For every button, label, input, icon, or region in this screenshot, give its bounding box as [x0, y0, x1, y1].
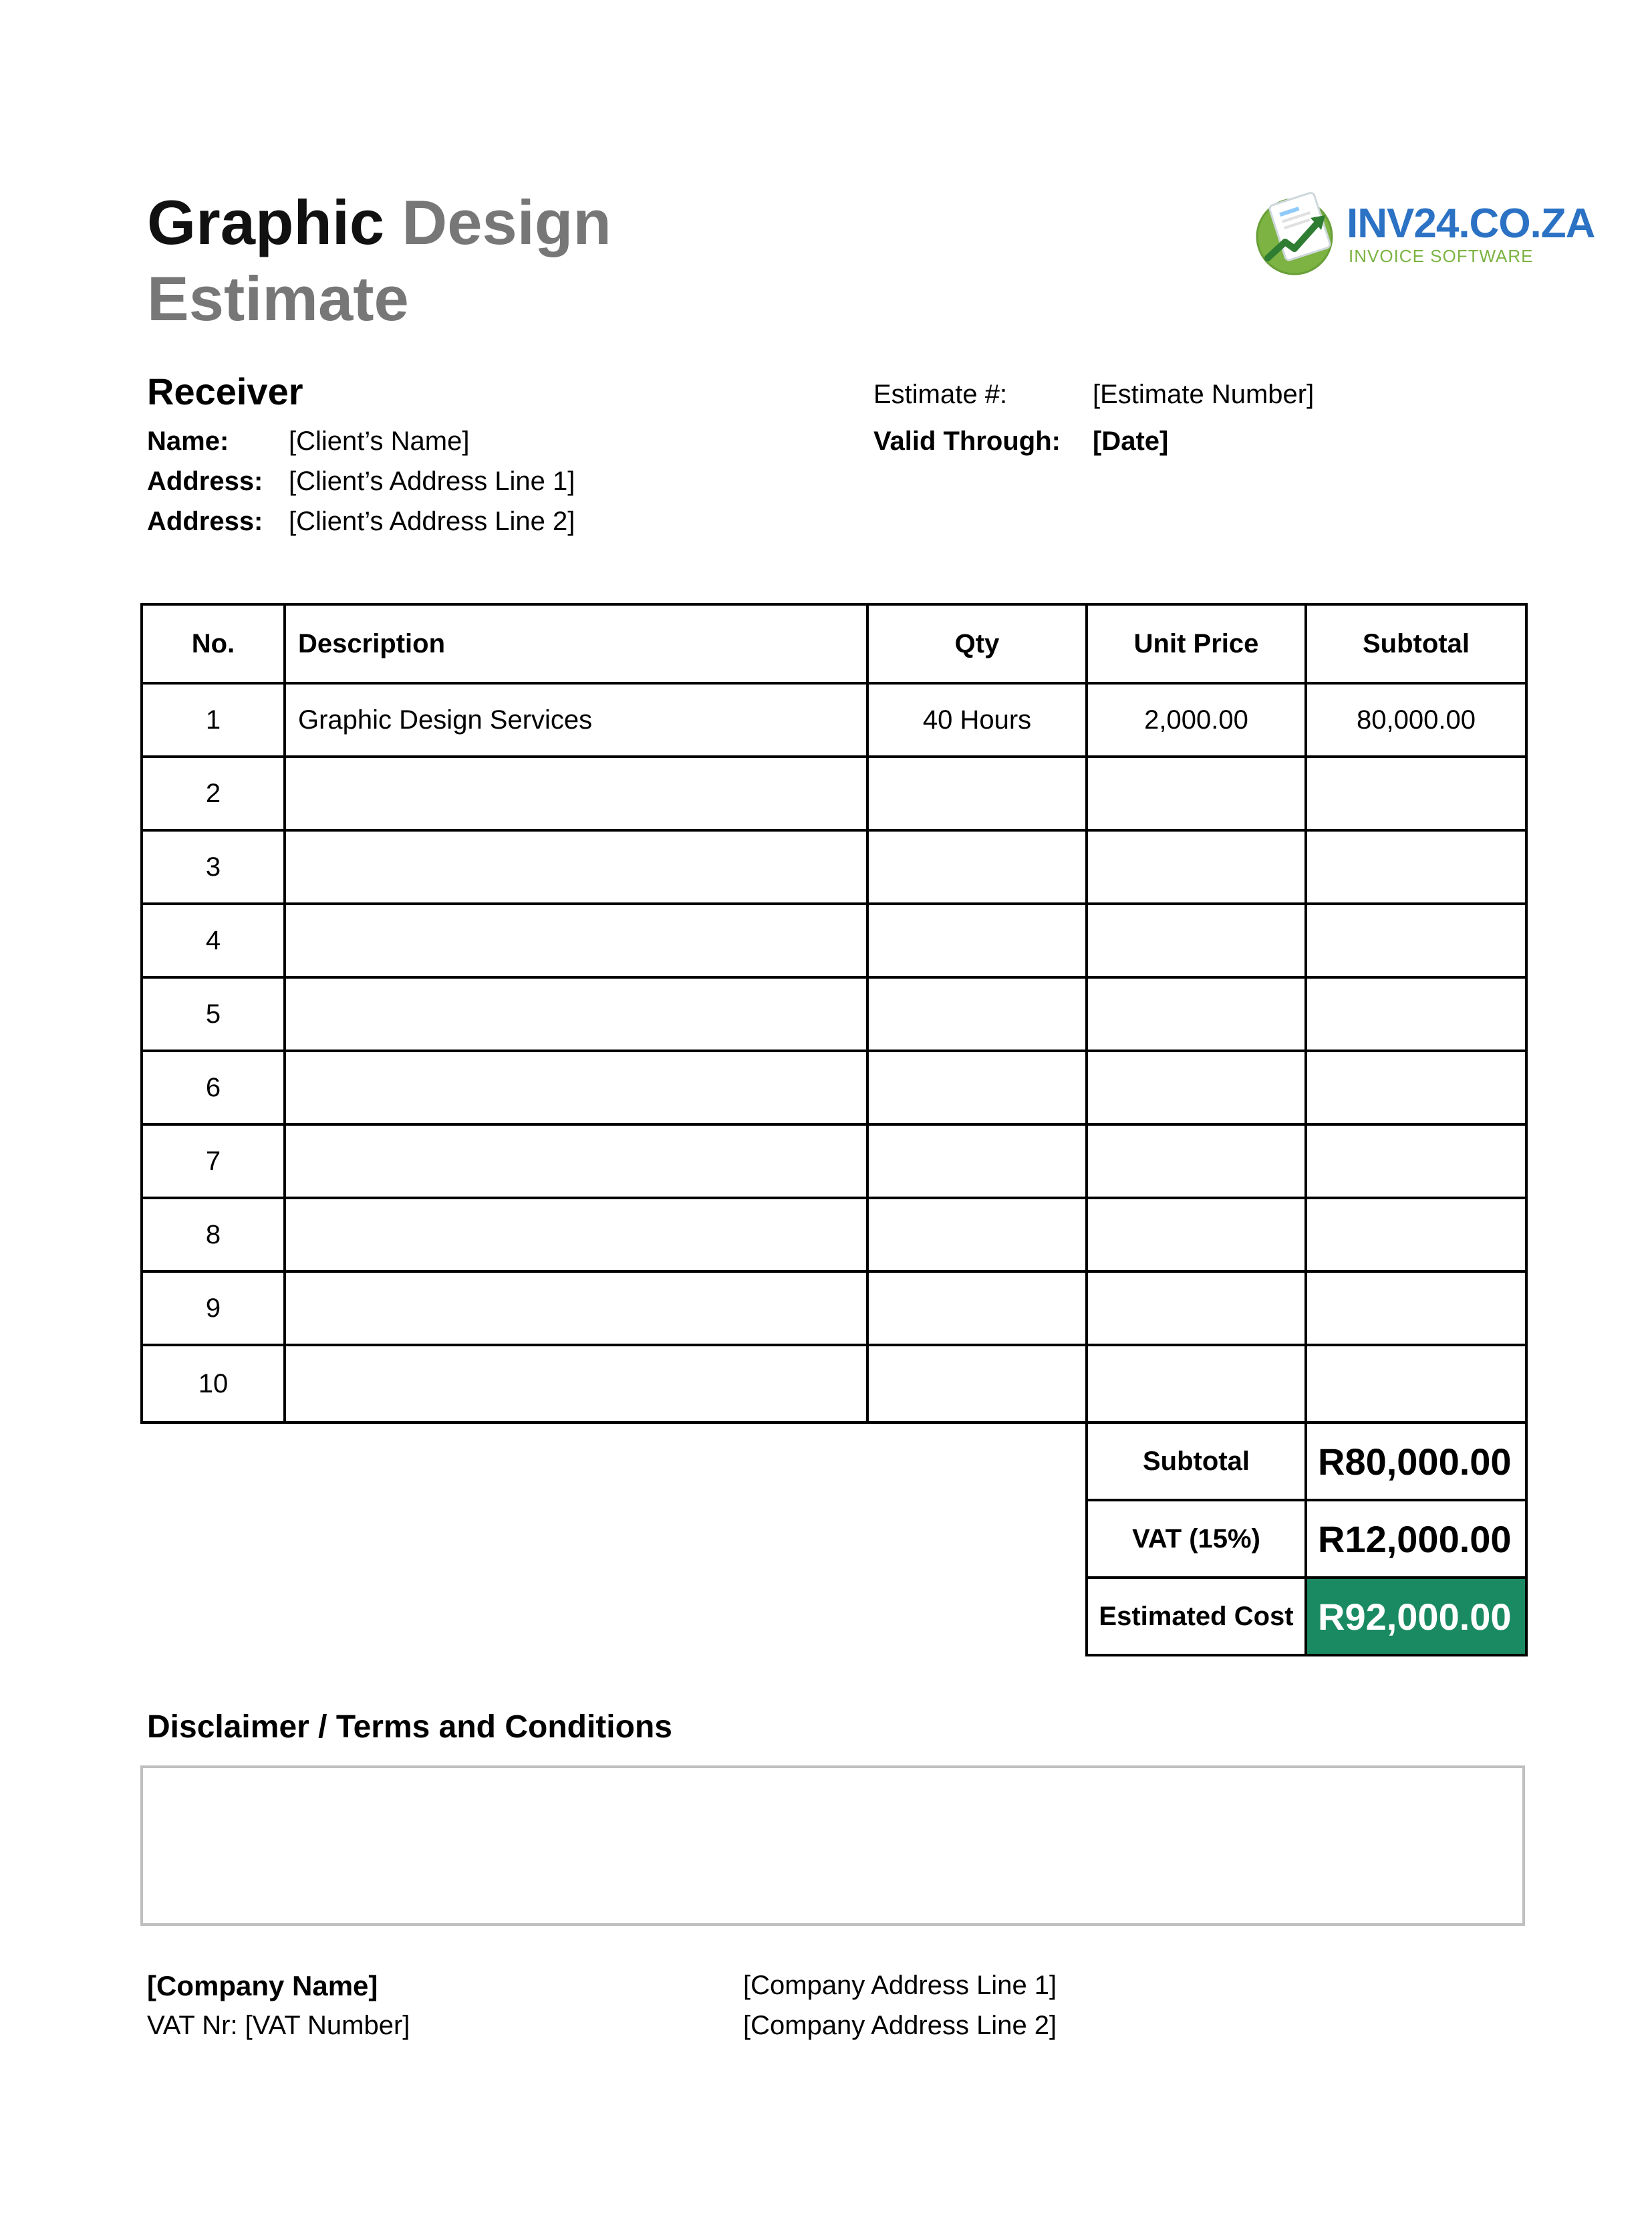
cell-subtotal: [1306, 1051, 1526, 1124]
cell-unit-price: [1087, 904, 1306, 977]
cell-unit-price: [1087, 1345, 1306, 1423]
cell-no: 9: [142, 1271, 285, 1345]
cell-no: 5: [142, 977, 285, 1051]
cell-subtotal: [1306, 904, 1526, 977]
cell-description: [285, 1051, 867, 1124]
table-header-row: [142, 604, 1526, 683]
cell-description: [285, 904, 867, 977]
cell-subtotal: [1306, 1345, 1526, 1423]
estimate-number-value: [Estimate Number]: [1093, 380, 1315, 409]
totals-table: [1085, 1421, 1528, 1656]
client-address2-value: [Client’s Address Line 2]: [289, 507, 575, 536]
table-row: [142, 977, 1526, 1051]
cell-no: 8: [142, 1198, 285, 1271]
estimate-number-label-text: Estimate #: [873, 380, 1000, 409]
disclaimer-box[interactable]: [140, 1765, 1525, 1926]
address2-label: Address:: [147, 507, 263, 536]
title-word-design: Design: [402, 187, 611, 257]
cell-qty: [867, 1271, 1087, 1345]
cell-qty: 40 Hours: [867, 683, 1087, 757]
estimate-number-colon: :: [999, 380, 1008, 409]
logo-tagline: INVOICE SOFTWARE: [1349, 246, 1534, 266]
cell-description: [285, 1271, 867, 1345]
vat-value: R12,000.00: [1306, 1500, 1526, 1578]
valid-through-value: [Date]: [1093, 426, 1169, 456]
cell-subtotal: [1306, 757, 1526, 830]
cell-description: [285, 757, 867, 830]
cell-no: 4: [142, 904, 285, 977]
cell-unit-price: 2,000.00: [1087, 683, 1306, 757]
table-row: [142, 904, 1526, 977]
subtotal-label: Subtotal: [1087, 1423, 1306, 1500]
cell-subtotal: 80,000.00: [1306, 683, 1526, 757]
cell-unit-price: [1087, 1198, 1306, 1271]
table-row: [142, 1345, 1526, 1423]
company-address1: [Company Address Line 1]: [743, 1971, 1057, 2000]
cell-description: [285, 830, 867, 904]
cell-no: 1: [142, 683, 285, 757]
company-name: [Company Name]: [147, 1970, 378, 2001]
title-word-graphic: Graphic: [147, 187, 385, 257]
cell-subtotal: [1306, 1198, 1526, 1271]
header-subtotal: Subtotal: [1306, 604, 1526, 683]
header-no: No.: [142, 604, 285, 683]
title-estimate: Estimate: [147, 263, 409, 334]
cell-description: [285, 1124, 867, 1198]
header-qty: Qty: [867, 604, 1087, 683]
cell-qty: [867, 1345, 1087, 1423]
cell-qty: [867, 904, 1087, 977]
receiver-heading: Receiver: [147, 370, 303, 412]
cell-unit-price: [1087, 830, 1306, 904]
cell-description: Graphic Design Services: [285, 683, 867, 757]
client-address1-value: [Client’s Address Line 1]: [289, 467, 575, 496]
company-logo: [1253, 189, 1595, 275]
table-row: [142, 1198, 1526, 1271]
header-description: Description: [285, 604, 867, 683]
cell-subtotal: [1306, 977, 1526, 1051]
cell-unit-price: [1087, 1124, 1306, 1198]
header-unit-price: Unit Price: [1087, 604, 1306, 683]
table-row: [142, 1271, 1526, 1345]
cell-qty: [867, 1198, 1087, 1271]
page-title: [147, 187, 611, 257]
totals-estimated-row: [1087, 1578, 1526, 1655]
cell-no: 6: [142, 1051, 285, 1124]
document-growth-arrow-icon: [1253, 189, 1340, 275]
valid-through-label: Valid Through:: [873, 426, 1061, 456]
cell-subtotal: [1306, 1124, 1526, 1198]
totals-subtotal-row: [1087, 1423, 1526, 1500]
address1-label: Address:: [147, 467, 263, 496]
cell-qty: [867, 1051, 1087, 1124]
cell-unit-price: [1087, 1271, 1306, 1345]
subtotal-value: R80,000.00: [1306, 1423, 1526, 1500]
cell-no: 2: [142, 757, 285, 830]
cell-qty: [867, 757, 1087, 830]
vat-label: VAT (15%): [1087, 1500, 1306, 1578]
table-row: [142, 830, 1526, 904]
name-label: Name:: [147, 426, 229, 456]
cell-no: 10: [142, 1345, 285, 1423]
disclaimer-heading: Disclaimer / Terms and Conditions: [147, 1709, 672, 1745]
cell-subtotal: [1306, 1271, 1526, 1345]
logo-name: INV24.CO.ZA: [1347, 201, 1595, 247]
cell-no: 7: [142, 1124, 285, 1198]
client-name-value: [Client’s Name]: [289, 426, 470, 456]
line-items-table: [140, 603, 1528, 1424]
cell-description: [285, 977, 867, 1051]
table-row: [142, 683, 1526, 757]
cell-qty: [867, 830, 1087, 904]
estimated-cost-label: Estimated Cost: [1087, 1578, 1306, 1655]
table-row: [142, 1051, 1526, 1124]
cell-unit-price: [1087, 1051, 1306, 1124]
estimated-cost-value: R92,000.00: [1306, 1578, 1526, 1655]
cell-qty: [867, 1124, 1087, 1198]
cell-no: 3: [142, 830, 285, 904]
totals-vat-row: [1087, 1500, 1526, 1578]
table-row: [142, 1124, 1526, 1198]
company-address2: [Company Address Line 2]: [743, 2011, 1057, 2040]
cell-description: [285, 1198, 867, 1271]
table-row: [142, 757, 1526, 830]
cell-description: [285, 1345, 867, 1423]
cell-unit-price: [1087, 757, 1306, 830]
company-vat: VAT Nr: [VAT Number]: [147, 2011, 410, 2040]
cell-unit-price: [1087, 977, 1306, 1051]
cell-qty: [867, 977, 1087, 1051]
cell-subtotal: [1306, 830, 1526, 904]
estimate-number-label: [873, 381, 1007, 408]
